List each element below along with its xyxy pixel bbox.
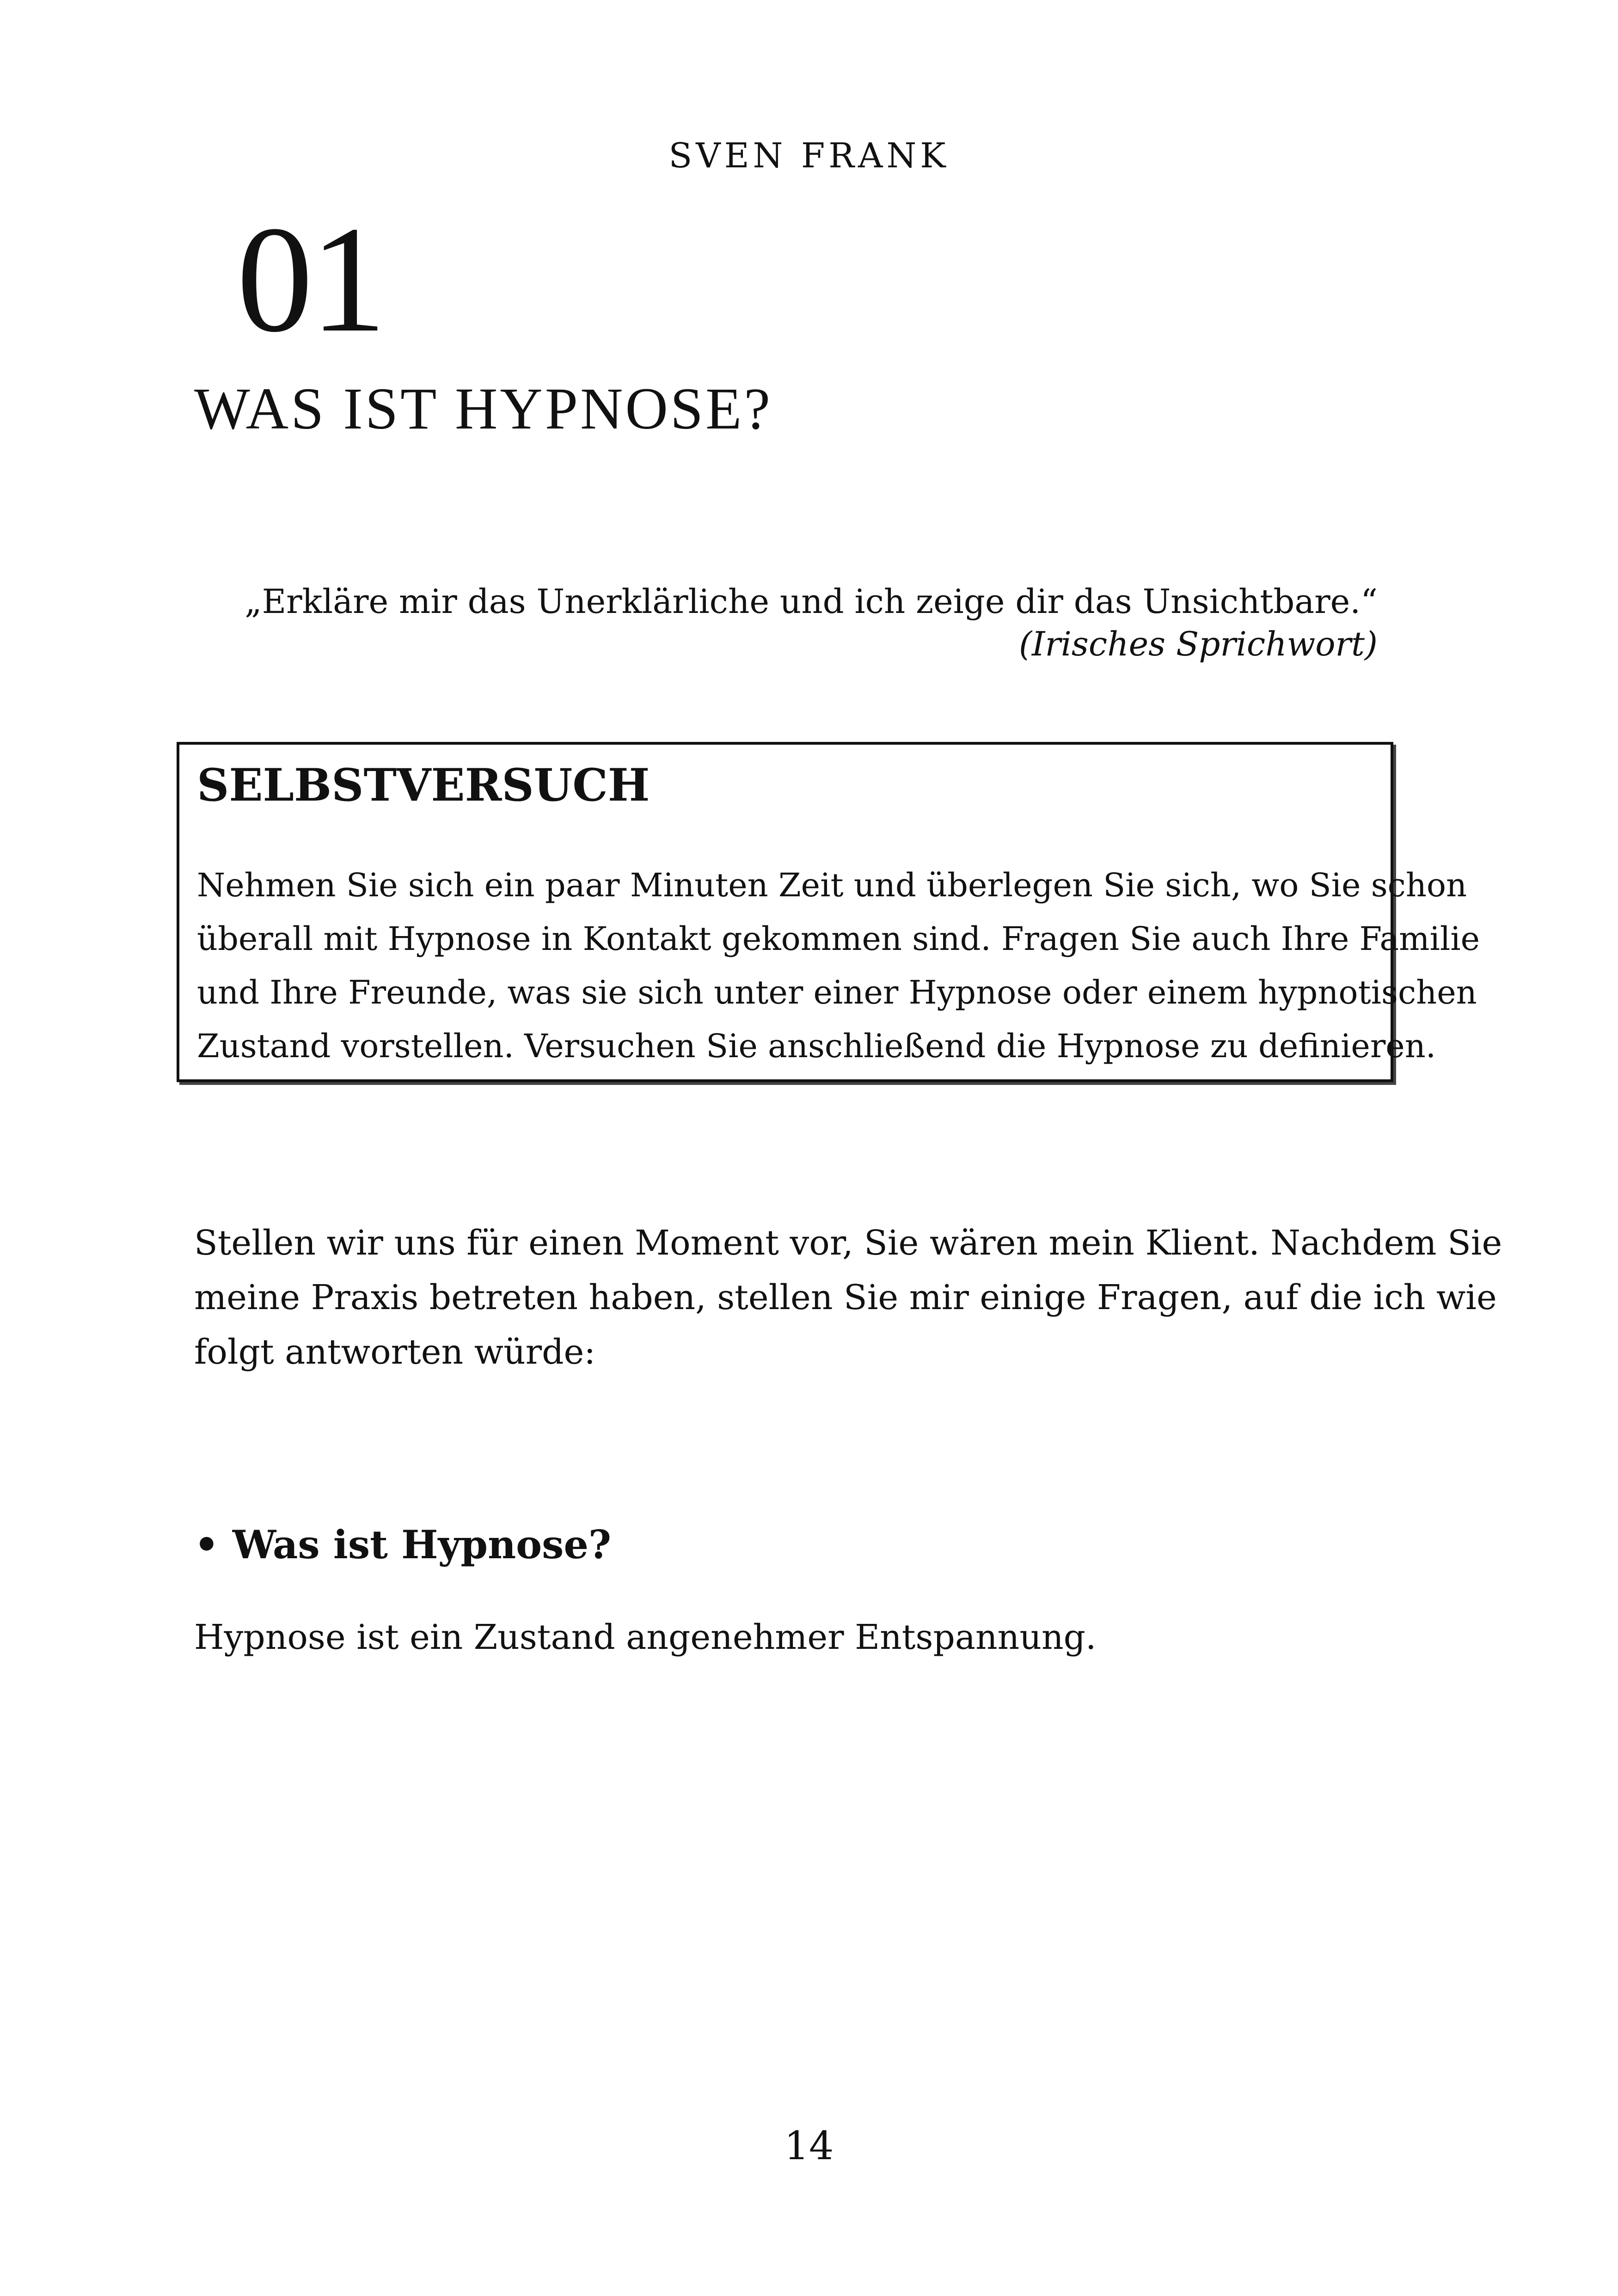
- chapter-title: WAS IST HYPNOSE?: [194, 376, 773, 441]
- exercise-line: und Ihre Freunde, was sie sich unter einer Hypnose oder einem hypnotischen: [197, 974, 1477, 1011]
- body-paragraph: [194, 1216, 1502, 1379]
- answer-text: Hypnose ist ein Zustand angenehmer Entspannung.: [194, 1617, 1097, 1657]
- running-header-author: SVEN FRANK: [668, 136, 950, 176]
- epigraph-quote: „Erkläre mir das Unerklärliche und ich zeige dir das Unsichtbare.“: [245, 582, 1378, 621]
- epigraph: [194, 580, 1378, 665]
- body-line: meine Praxis betreten haben, stellen Sie mir einige Fragen, auf die ich wie: [194, 1278, 1497, 1317]
- page-number: 14: [784, 2123, 834, 2168]
- body-line: Stellen wir uns für einen Moment vor, Sie wären mein Klient. Nachdem Sie: [194, 1223, 1502, 1263]
- epigraph-source: (Irisches Sprichwort): [1018, 625, 1378, 663]
- body-line: folgt antworten würde:: [194, 1332, 596, 1372]
- exercise-text: [197, 858, 1480, 1073]
- chapter-number: 01: [237, 195, 384, 364]
- exercise-line: überall mit Hypnose in Kontakt gekommen sind. Fragen Sie auch Ihre Familie: [197, 920, 1480, 958]
- question-heading: • Was ist Hypnose?: [194, 1522, 612, 1567]
- exercise-line: Nehmen Sie sich ein paar Minuten Zeit und überlegen Sie sich, wo Sie schon: [197, 866, 1467, 904]
- exercise-line: Zustand vorstellen. Versuchen Sie anschließend die Hypnose zu definieren.: [197, 1027, 1436, 1065]
- exercise-box: [177, 742, 1480, 1082]
- exercise-title: SELBSTVERSUCH: [197, 759, 650, 811]
